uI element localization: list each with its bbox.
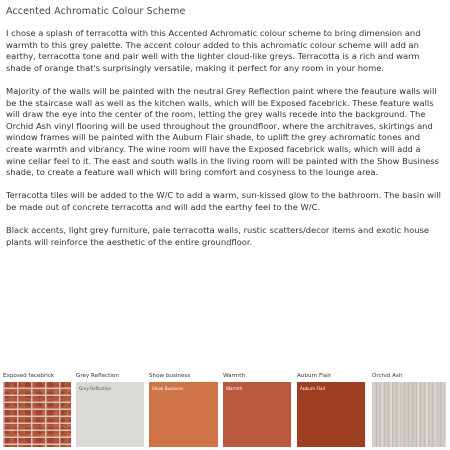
paint-chip-label: Show Business [152,386,184,391]
paint-chip [149,382,218,447]
paint-chip [297,382,365,447]
swatch-label: Show business [149,373,191,379]
swatch-row [3,373,447,447]
swatch-label: Auburn Flair [297,373,332,379]
brick-texture [3,382,71,447]
swatch-label: Warmth [223,373,245,379]
wood-floor-texture [372,382,446,447]
paragraph-intro: I chose a splash of terracotta with this Accented Achromatic colour scheme to bring dimension and warmth to this grey palette. The accent colour added to this achromatic colour scheme will add an earthy, terracotta tone and pair well with the lighter cloud-like greys. Terracotta is a rich and warm shade of orange that's surprisingly versatile, making it perfect for any room in your home. [6,28,421,73]
swatch-exposed-facebrick [3,373,71,447]
paragraph-walls: Majority of the walls will be painted with the neutral Grey Reflection paint where the feauture walls will be the staircase wall as well as the kitchen walls, which will be Exposed facebrick. These feature walls will draw the eye into the center of the room, letting the grey walls recede into the background. The Orchid Ash vinyl flooring will be used throughout the groundfloor, where the architraves, skirtings and window frames will be painted with the Auburn Flair shade, to uplift the grey achromatic tones and create warmth and vibrancy. The wine room will have the Exposed facebrick walls, which will add a wine cellar feel to it. The east and south walls in the living room will be painted with the Show Business shade, to create a feature wall which will bring comfort and cosyness to the lounge area. [6,85,439,178]
paint-chip-label: Warmth [226,386,243,391]
paragraph-wc: Terracotta tiles will be added to the W/C to add a warm, sun-kissed glow to the bathroom. The basin will be made out of concrete terracotta and will add the earthy feel to the W/C. [6,190,441,212]
paragraph-accents: Black accents, light grey furniture, pale terracotta walls, rustic scatters/decor items and exotic house plants will reinforce the aesthetic of the entire groundfloor. [6,225,429,247]
swatch-label: Exposed facebrick [3,373,55,379]
swatch-auburn-flair [297,373,365,447]
swatch-orchid-ash [372,373,446,447]
paint-chip [223,382,291,447]
swatch-warmth [223,373,291,447]
description-text [6,28,442,260]
swatch-grey-reflection [76,373,144,447]
swatch-show-business [149,373,218,447]
paint-chip [76,382,144,447]
swatch-label: Grey Reflection [76,373,119,379]
paint-chip-label: Grey Reflection [79,386,112,391]
swatch-label: Orchid Ash [372,373,403,379]
paint-chip-label: Auburn Flair [300,386,326,391]
page-title: Accented Achromatic Colour Scheme [6,6,186,17]
